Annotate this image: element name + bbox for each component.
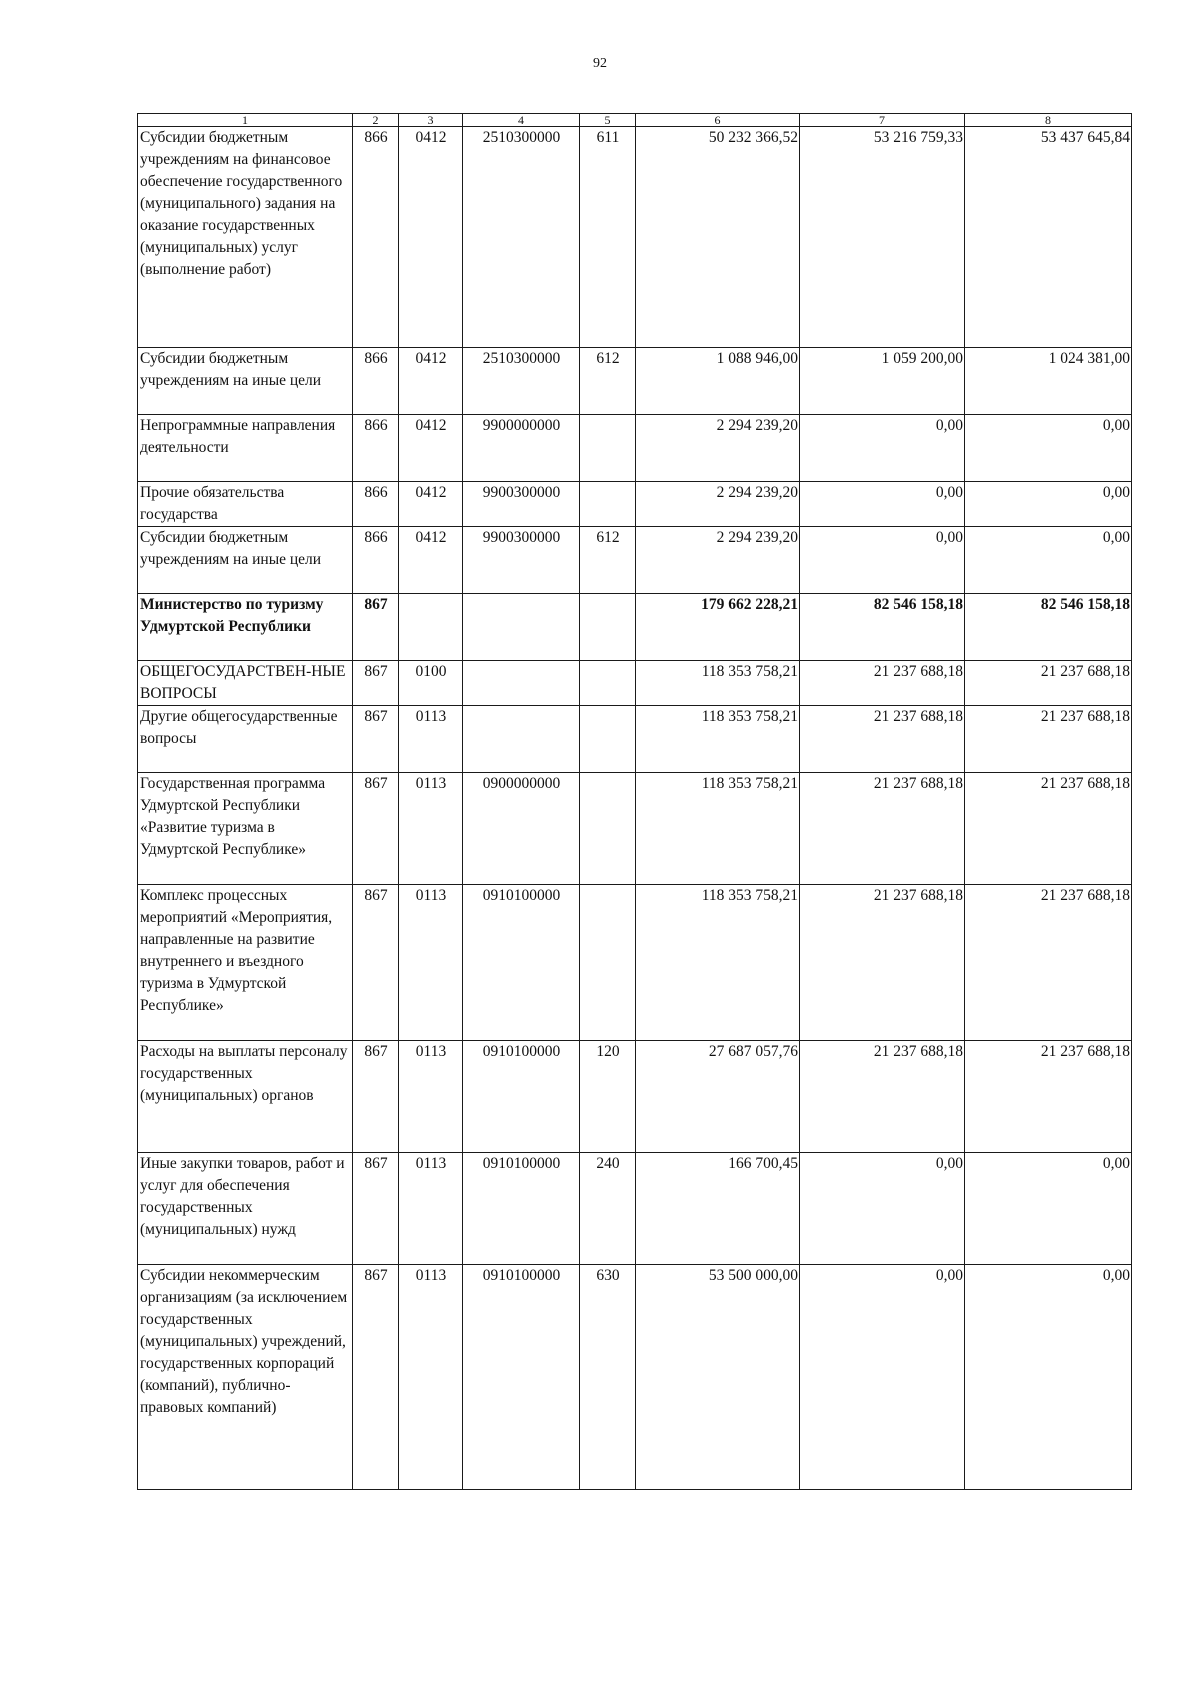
row-name: Субсидии бюджетным учреждениям на иные цели — [138, 527, 353, 594]
cell-col5 — [580, 594, 636, 661]
cell-col8: 21 237 688,18 — [965, 706, 1132, 773]
cell-col2: 867 — [353, 1153, 399, 1265]
column-header: 6 — [636, 114, 800, 127]
cell-col6: 166 700,45 — [636, 1153, 800, 1265]
table-row — [138, 527, 1132, 594]
cell-col3: 0113 — [399, 1153, 463, 1265]
cell-col7: 21 237 688,18 — [800, 661, 965, 706]
table-row — [138, 661, 1132, 706]
column-header: 4 — [463, 114, 580, 127]
table-row — [138, 127, 1132, 348]
cell-col2: 866 — [353, 415, 399, 482]
cell-col4 — [463, 661, 580, 706]
column-header: 7 — [800, 114, 965, 127]
cell-col5 — [580, 482, 636, 527]
row-name: Министерство по туризму Удмуртской Республики — [138, 594, 353, 661]
row-name: Субсидии некоммерческим организациям (за исключением государственных (муниципальных) учреждений, государственных корпораций (компаний), публично-правовых компаний) — [138, 1265, 353, 1490]
row-name: Непрограммные направления деятельности — [138, 415, 353, 482]
cell-col4: 0910100000 — [463, 885, 580, 1041]
column-header: 3 — [399, 114, 463, 127]
row-name: Прочие обязательства государства — [138, 482, 353, 527]
cell-col2: 867 — [353, 661, 399, 706]
row-name: Расходы на выплаты персоналу государственных (муниципальных) органов — [138, 1041, 353, 1153]
cell-col5 — [580, 415, 636, 482]
cell-col7: 21 237 688,18 — [800, 885, 965, 1041]
row-name: Другие общегосударственные вопросы — [138, 706, 353, 773]
cell-col8: 21 237 688,18 — [965, 773, 1132, 885]
cell-col6: 179 662 228,21 — [636, 594, 800, 661]
cell-col8: 21 237 688,18 — [965, 661, 1132, 706]
cell-col2: 867 — [353, 594, 399, 661]
cell-col6: 118 353 758,21 — [636, 773, 800, 885]
cell-col5: 612 — [580, 348, 636, 415]
cell-col6: 53 500 000,00 — [636, 1265, 800, 1490]
cell-col5 — [580, 773, 636, 885]
column-header: 8 — [965, 114, 1132, 127]
cell-col5 — [580, 706, 636, 773]
column-header: 5 — [580, 114, 636, 127]
table-row — [138, 415, 1132, 482]
cell-col4 — [463, 706, 580, 773]
cell-col8: 21 237 688,18 — [965, 885, 1132, 1041]
cell-col2: 866 — [353, 348, 399, 415]
cell-col7: 0,00 — [800, 415, 965, 482]
row-name: Субсидии бюджетным учреждениям на финансовое обеспечение государственного (муниципального) задания на оказание государственных (муниципальных) услуг (выполнение работ) — [138, 127, 353, 348]
table-row — [138, 482, 1132, 527]
cell-col5 — [580, 885, 636, 1041]
table-row — [138, 348, 1132, 415]
cell-col3: 0412 — [399, 527, 463, 594]
cell-col7: 1 059 200,00 — [800, 348, 965, 415]
cell-col7: 0,00 — [800, 1265, 965, 1490]
cell-col4: 0910100000 — [463, 1041, 580, 1153]
cell-col8: 0,00 — [965, 1153, 1132, 1265]
cell-col6: 50 232 366,52 — [636, 127, 800, 348]
cell-col2: 867 — [353, 706, 399, 773]
cell-col5: 240 — [580, 1153, 636, 1265]
row-name: ОБЩЕГОСУДАРСТВЕН-НЫЕ ВОПРОСЫ — [138, 661, 353, 706]
cell-col3: 0113 — [399, 1265, 463, 1490]
cell-col3: 0412 — [399, 415, 463, 482]
cell-col3: 0412 — [399, 127, 463, 348]
cell-col7: 21 237 688,18 — [800, 773, 965, 885]
cell-col8: 1 024 381,00 — [965, 348, 1132, 415]
row-name: Иные закупки товаров, работ и услуг для обеспечения государственных (муниципальных) нужд — [138, 1153, 353, 1265]
cell-col2: 866 — [353, 127, 399, 348]
cell-col8: 0,00 — [965, 415, 1132, 482]
cell-col8: 0,00 — [965, 1265, 1132, 1490]
table-row — [138, 773, 1132, 885]
cell-col5 — [580, 661, 636, 706]
cell-col3: 0113 — [399, 885, 463, 1041]
cell-col7: 53 216 759,33 — [800, 127, 965, 348]
cell-col4: 9900300000 — [463, 482, 580, 527]
cell-col3: 0412 — [399, 482, 463, 527]
cell-col6: 2 294 239,20 — [636, 482, 800, 527]
row-name: Субсидии бюджетным учреждениям на иные цели — [138, 348, 353, 415]
cell-col2: 866 — [353, 527, 399, 594]
cell-col4: 0910100000 — [463, 1265, 580, 1490]
cell-col3: 0113 — [399, 1041, 463, 1153]
cell-col5: 612 — [580, 527, 636, 594]
cell-col4: 2510300000 — [463, 348, 580, 415]
cell-col7: 82 546 158,18 — [800, 594, 965, 661]
table-row — [138, 706, 1132, 773]
table-row — [138, 1265, 1132, 1490]
cell-col6: 2 294 239,20 — [636, 415, 800, 482]
cell-col5: 611 — [580, 127, 636, 348]
table-row — [138, 1153, 1132, 1265]
cell-col7: 0,00 — [800, 1153, 965, 1265]
cell-col6: 118 353 758,21 — [636, 885, 800, 1041]
cell-col3: 0113 — [399, 773, 463, 885]
cell-col2: 867 — [353, 1041, 399, 1153]
row-name: Комплекс процессных мероприятий «Мероприятия, направленные на развитие внутреннего и въездного туризма в Удмуртской Республике» — [138, 885, 353, 1041]
cell-col8: 53 437 645,84 — [965, 127, 1132, 348]
column-header: 1 — [138, 114, 353, 127]
cell-col7: 0,00 — [800, 527, 965, 594]
cell-col3 — [399, 594, 463, 661]
cell-col2: 866 — [353, 482, 399, 527]
cell-col4: 0900000000 — [463, 773, 580, 885]
cell-col7: 0,00 — [800, 482, 965, 527]
cell-col8: 0,00 — [965, 482, 1132, 527]
row-name: Государственная программа Удмуртской Республики «Развитие туризма в Удмуртской Республике» — [138, 773, 353, 885]
table-row — [138, 885, 1132, 1041]
cell-col6: 2 294 239,20 — [636, 527, 800, 594]
cell-col8: 82 546 158,18 — [965, 594, 1132, 661]
cell-col7: 21 237 688,18 — [800, 706, 965, 773]
cell-col8: 0,00 — [965, 527, 1132, 594]
page-number: 92 — [593, 56, 607, 71]
cell-col6: 1 088 946,00 — [636, 348, 800, 415]
budget-table — [137, 113, 1132, 1490]
cell-col6: 118 353 758,21 — [636, 706, 800, 773]
cell-col2: 867 — [353, 885, 399, 1041]
cell-col4: 9900000000 — [463, 415, 580, 482]
cell-col4: 9900300000 — [463, 527, 580, 594]
cell-col7: 21 237 688,18 — [800, 1041, 965, 1153]
cell-col6: 118 353 758,21 — [636, 661, 800, 706]
header-row — [138, 114, 1132, 127]
cell-col5: 120 — [580, 1041, 636, 1153]
table-row — [138, 594, 1132, 661]
table-row — [138, 1041, 1132, 1153]
column-header: 2 — [353, 114, 399, 127]
cell-col3: 0100 — [399, 661, 463, 706]
cell-col3: 0113 — [399, 706, 463, 773]
cell-col2: 867 — [353, 773, 399, 885]
cell-col6: 27 687 057,76 — [636, 1041, 800, 1153]
cell-col4: 2510300000 — [463, 127, 580, 348]
cell-col8: 21 237 688,18 — [965, 1041, 1132, 1153]
cell-col4: 0910100000 — [463, 1153, 580, 1265]
cell-col5: 630 — [580, 1265, 636, 1490]
cell-col3: 0412 — [399, 348, 463, 415]
cell-col4 — [463, 594, 580, 661]
cell-col2: 867 — [353, 1265, 399, 1490]
